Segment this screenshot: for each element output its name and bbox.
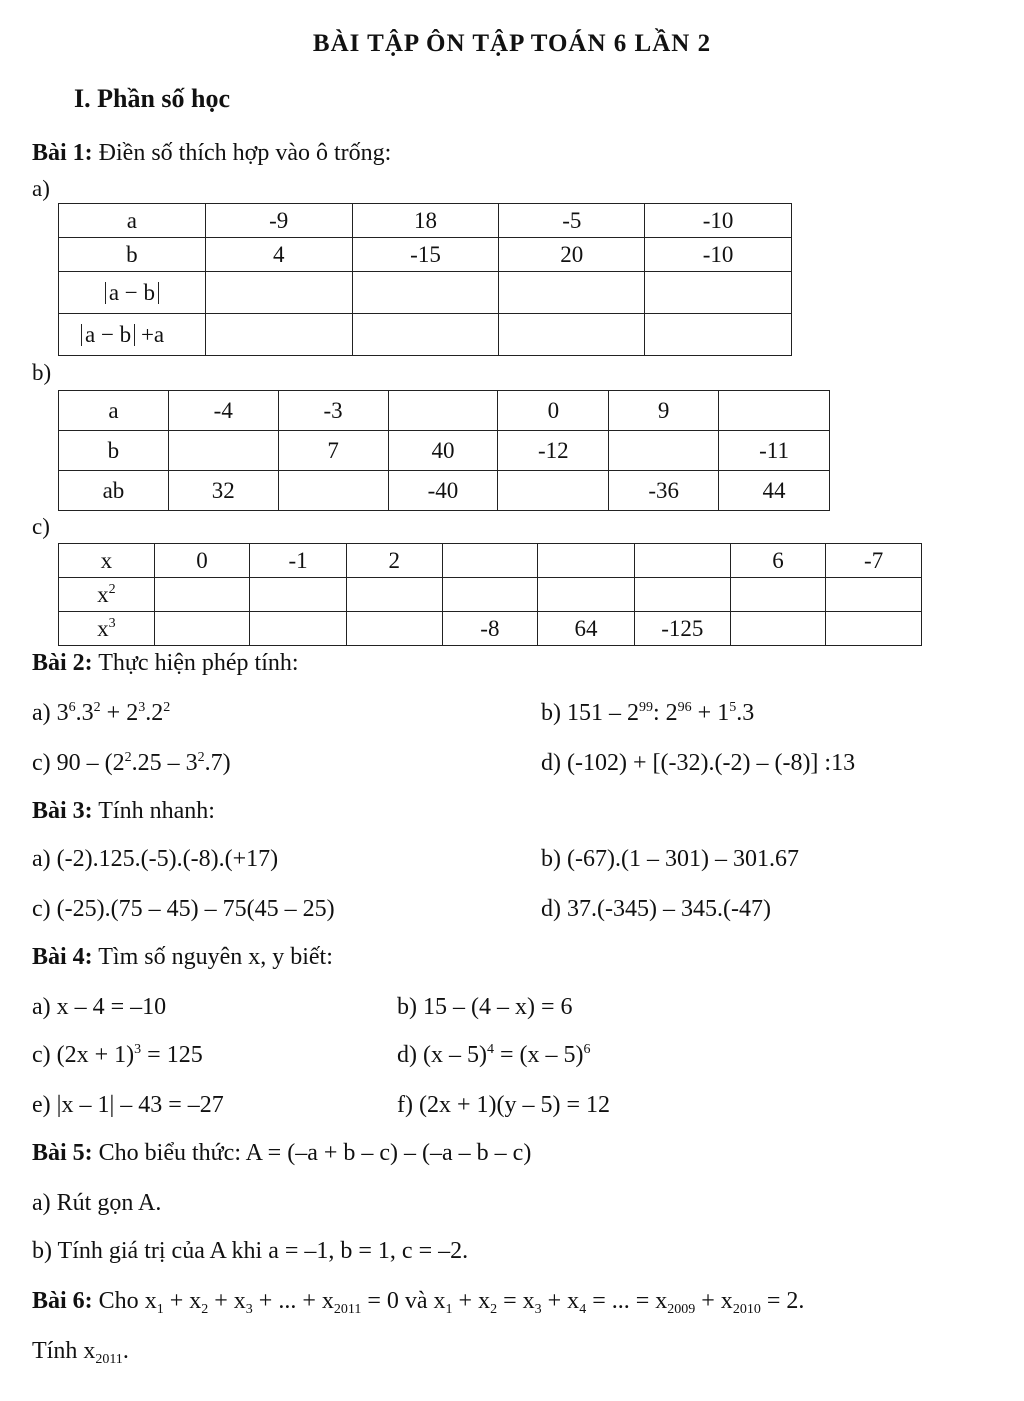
document-title: BÀI TẬP ÔN TẬP TOÁN 6 LẦN 2 <box>312 30 712 57</box>
bai5-a: a) Rút gọn A. <box>32 1190 162 1216</box>
bai4-f: f) (2x + 1)(y – 5) = 12 <box>397 1092 611 1118</box>
bai1-part-a: a) <box>32 176 50 201</box>
table-cell: -40 <box>388 471 498 511</box>
table-cell <box>499 314 645 356</box>
bai1-text: Điền số thích hợp vào ô trống: <box>98 140 392 166</box>
table-row <box>59 204 792 238</box>
table-cell <box>634 578 730 612</box>
bai5-label: Bài 5: <box>32 1140 93 1166</box>
bai3-d: d) 37.(-345) – 345.(-47) <box>541 896 771 922</box>
exp-2: 2 <box>108 581 116 597</box>
table-row <box>59 391 830 431</box>
bai2-label: Bài 2: <box>32 650 93 676</box>
table-cell: -10 <box>645 204 792 238</box>
expression: (-102) + [(-32).(-2) – (-8)] :13 <box>567 750 856 776</box>
item-label: a) <box>32 700 51 726</box>
table-cell: 6 <box>730 544 826 578</box>
bai3-b: b) (-67).(1 – 301) – 301.67 <box>541 846 799 872</box>
table-cell: 44 <box>719 471 830 511</box>
bai4-text: Tìm số nguyên x, y biết: <box>98 944 333 970</box>
table-cell <box>154 612 250 646</box>
x-label: x <box>97 615 109 641</box>
bai3-label: Bài 3: <box>32 798 93 824</box>
bai6-mid: và <box>404 1288 428 1314</box>
table-cell <box>205 272 352 314</box>
bai3-heading <box>32 798 215 825</box>
table-cell: -36 <box>609 471 719 511</box>
bai4-heading <box>32 944 333 971</box>
table-cell <box>250 612 347 646</box>
bai4-e: e) |x – 1| – 43 = –27 <box>32 1092 224 1118</box>
table-cell <box>826 578 922 612</box>
bai1-heading <box>32 140 391 167</box>
table-cell <box>645 272 792 314</box>
table-cell: -11 <box>719 431 830 471</box>
table-cell <box>498 471 609 511</box>
table-cell <box>609 431 719 471</box>
table-cell <box>59 578 155 612</box>
table-cell: -125 <box>634 612 730 646</box>
bai3-a: a) (-2).125.(-5).(-8).(+17) <box>32 846 279 872</box>
exp-3: 3 <box>108 615 116 631</box>
table-cell <box>154 578 250 612</box>
table-cell: x <box>59 544 155 578</box>
table-row <box>59 314 792 356</box>
section-heading: I. Phần số học <box>74 84 231 113</box>
bai6-label: Bài 6: <box>32 1288 93 1314</box>
table-cell <box>645 314 792 356</box>
table-cell <box>59 314 206 356</box>
table-c <box>58 543 922 646</box>
table-cell: 18 <box>352 204 499 238</box>
table-cell <box>538 578 635 612</box>
table-cell <box>388 391 498 431</box>
table-cell <box>205 314 352 356</box>
bai2-text: Thực hiện phép tính: <box>98 650 299 676</box>
table-row <box>59 238 792 272</box>
table-cell <box>59 272 206 314</box>
bai6-tinh: Tính $x_{2011}$. <box>32 1338 129 1367</box>
bai4-d: d) (x – 5)$^4$ = (x – 5)$^6$ <box>397 1042 591 1068</box>
table-cell: 64 <box>538 612 635 646</box>
table-cell: -10 <box>645 238 792 272</box>
item-label: d) <box>541 750 561 776</box>
table-cell: -1 <box>250 544 347 578</box>
bai3-c: c) (-25).(75 – 45) – 75(45 – 25) <box>32 896 335 922</box>
bai1-label: Bài 1: <box>32 140 93 166</box>
table-cell: 0 <box>154 544 250 578</box>
bai4-a: a) x – 4 = –10 <box>32 994 167 1020</box>
abs-a-minus-b: a − b <box>81 324 135 346</box>
bai4-b: b) 15 – (4 – x) = 6 <box>397 994 573 1020</box>
bai6-text-pre: Cho <box>98 1288 139 1314</box>
table-cell <box>499 272 645 314</box>
bai5-text: Cho biểu thức: A = (–a + b – c) – (–a – b – c) <box>98 1140 532 1166</box>
table-cell <box>346 612 442 646</box>
table-cell: -8 <box>442 612 538 646</box>
abs-a-minus-b: a − b <box>105 282 159 304</box>
bai5-b: b) Tính giá trị của A khi a = –1, b = 1, c = –2. <box>32 1238 469 1264</box>
item-label: b) <box>541 700 561 726</box>
table-cell <box>826 612 922 646</box>
table-a <box>58 203 792 356</box>
table-cell <box>168 431 278 471</box>
table-cell: -3 <box>278 391 388 431</box>
table-cell <box>352 314 499 356</box>
bai2-heading <box>32 650 299 677</box>
table-cell: ab <box>59 471 169 511</box>
table-cell <box>278 471 388 511</box>
table-cell: b <box>59 431 169 471</box>
plus-a: +a <box>140 321 165 347</box>
x-label: x <box>97 581 109 607</box>
table-cell <box>346 578 442 612</box>
item-label: c) <box>32 750 51 776</box>
table-cell: a <box>59 204 206 238</box>
bai2-b: b) $151 - 2^{99}$: $2^{96} + 1^5.3$ <box>541 700 755 726</box>
table-cell: 7 <box>278 431 388 471</box>
bai4-c: c) $(2x + 1)^3 = 125$ <box>32 1042 203 1068</box>
bai6-heading: Bài 6: Cho $x_1 + x_2 + x_3$ + ... + $x_{2011} = 0$ và $x_1 + x_2 = x_3 + x_4$ = ... = $x_{2009} + x_{2010} = 2$. <box>32 1288 805 1317</box>
table-row <box>59 272 792 314</box>
bai5-heading <box>32 1140 531 1167</box>
table-row <box>59 471 830 511</box>
table-cell: 0 <box>498 391 609 431</box>
bai4-label: Bài 4: <box>32 944 93 970</box>
table-cell: 9 <box>609 391 719 431</box>
table-row <box>59 544 922 578</box>
bai2-c: c) $90 - (2^2.25 - 3^2.7)$ <box>32 750 231 776</box>
table-cell: 2 <box>346 544 442 578</box>
bai6-tinh-text: Tính <box>32 1338 78 1364</box>
table-cell: 4 <box>205 238 352 272</box>
bai1-part-c: c) <box>32 514 50 539</box>
table-cell <box>730 612 826 646</box>
table-cell: -15 <box>352 238 499 272</box>
table-cell <box>442 544 538 578</box>
table-cell <box>538 544 635 578</box>
table-cell <box>442 578 538 612</box>
bai3-text: Tính nhanh: <box>98 798 215 824</box>
table-cell: -9 <box>205 204 352 238</box>
table-cell <box>719 391 830 431</box>
table-row <box>59 612 922 646</box>
table-row <box>59 578 922 612</box>
bai2-d <box>541 750 855 777</box>
table-cell <box>730 578 826 612</box>
table-cell: 32 <box>168 471 278 511</box>
table-cell <box>352 272 499 314</box>
table-cell <box>59 612 155 646</box>
bai2-a: a) $3^6.3^2 + 2^3.2^2$ <box>32 700 171 726</box>
table-cell <box>634 544 730 578</box>
table-cell: 40 <box>388 431 498 471</box>
table-cell: -4 <box>168 391 278 431</box>
table-cell: a <box>59 391 169 431</box>
bai1-part-b: b) <box>32 360 52 385</box>
table-cell: -5 <box>499 204 645 238</box>
table-cell: b <box>59 238 206 272</box>
table-cell: -12 <box>498 431 609 471</box>
table-cell <box>250 578 347 612</box>
table-row <box>59 431 830 471</box>
table-cell: -7 <box>826 544 922 578</box>
table-cell: 20 <box>499 238 645 272</box>
table-b <box>58 390 830 511</box>
